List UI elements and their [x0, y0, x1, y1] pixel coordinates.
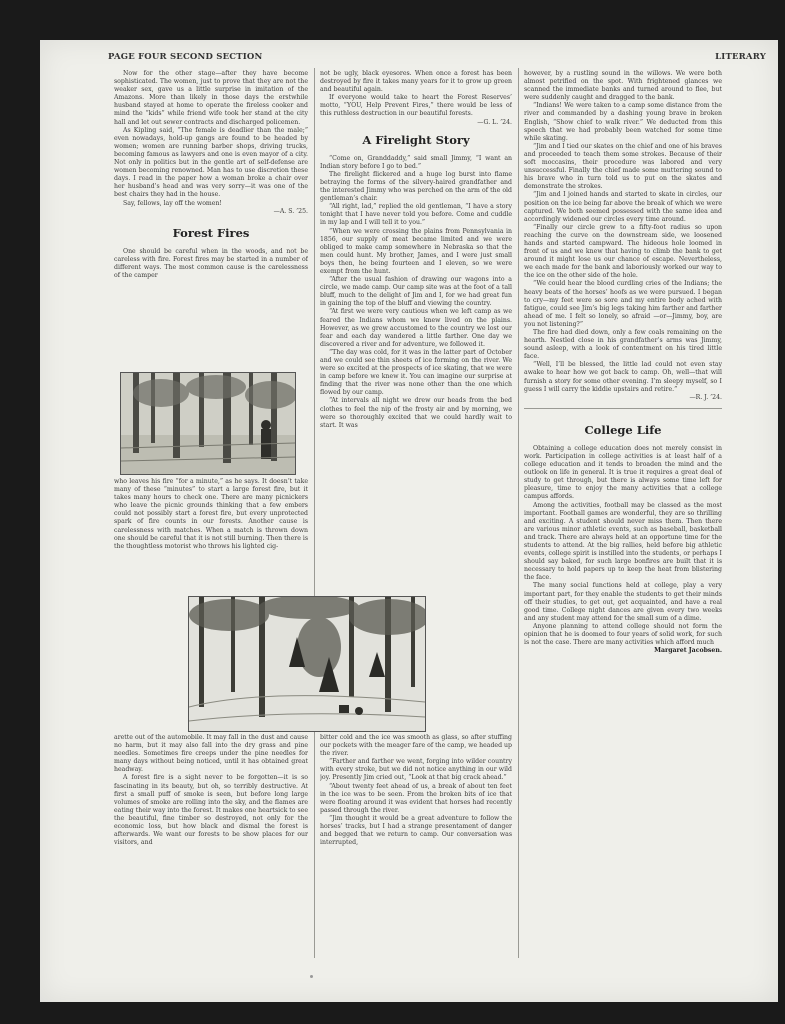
paragraph: “Come on, Granddaddy,” said small Jimmy, “I want an Indian story before I go to bed.”	[320, 154, 512, 170]
paragraph: “Farther and farther we went, forging into wilder country with every stroke, but we did not notice anything in our wild joy. Presently Jim cried out, “Look at that big crack ahead.”	[320, 758, 512, 782]
paragraph: “Indians! We were taken to a camp some distance from the river and commanded by a dashing young brave in broken English, “Show chief to walk river.” We deducted from this speech that we had probably been watched for some time while skating.	[524, 102, 722, 142]
paragraph: One should be careful when in the woods, and not be careless with fire. Forest fires may be started in a number of different ways. The most common cause is the carelessness of the camper	[114, 247, 308, 279]
paragraph: The fire had died down, only a few coals remaining on the hearth. Nestled close in his grandfather’s arms was Jimmy, sound asleep, with a look of contentment on his tired little face.	[524, 329, 722, 361]
paragraph: The many social functions held at college, play a very important part, for they enable the students to get their minds off their studies, to get out, get acquainted, and have a real good time. College night dances are given every two weeks and any student may attend for the small sum of a dime.	[524, 582, 722, 622]
column-3	[524, 70, 722, 940]
snowy-forest-illustration	[188, 596, 426, 732]
paragraph: not be ugly, black eyesores. When once a forest has been destroyed by fire it takes many years for it to grow up green and beautiful again.	[320, 70, 512, 94]
paragraph: “Jim thought it would be a great adventure to follow the horses’ tracks, but I had a strange presentament of danger and begged that we return to camp. Our conversation was interrupted,	[320, 814, 512, 847]
paragraph: however, by a rustling sound in the willows. We were both almost petrified on the spot. With frightened glances we scanned the immediate banks and turned around to flee, but were suddenly caught and dragged to the bank.	[524, 70, 722, 102]
paragraph: bitter cold and the ice was smooth as glass, so after stuffing our pockets with the meager fare of the camp, we headed up the river.	[320, 734, 512, 758]
paragraph: “When we were crossing the plains from Pennsylvania in 1856, our supply of meat became limited and we were obliged to make camp somewhere in Nebraska so that the men could hunt. My brother, James, and I were just small boys then, he being fourteen and I eleven, so we were exempt from the hunt.	[320, 227, 512, 275]
article-title-college-life: College Life	[584, 422, 662, 437]
paragraph: arette out of the automobile. It may fall in the dust and cause no harm, but it may also fall into the dry grass and pine needles. Sometimes fire creeps under the pine needles for many days without being noticed, until it has obtained great headway.	[114, 734, 308, 774]
column-1-middle	[114, 478, 308, 593]
paragraph: “At first we were very cautious when we left camp as we feared the Indians whom we knew lived on the plains. However, as we grew accustomed to the country we lost our fear and each day wandered a little farther. One day we discovered a river and for adventure, we followed it.	[320, 308, 512, 348]
paragraph: “The day was cold, for it was in the latter part of October and we could see thin sheets of ice forming on the river. We were so excited at the prospects of ice skating, that we were in camp before we knew it. You can imagine our surprise at finding that the river was none other than the one which flowed by our camp.	[320, 348, 512, 397]
column-1-upper	[114, 70, 308, 381]
paragraph: “Finally our circle grew to a fifty-foot radius so upon reaching the curve on the downstream side, we loosened hands and started campward. The hideous hole loomed in front of us and we knew that having to climb the bank to get around it might lose us our chance of escape. Nevertheless, we each made for the bank and laboriously worked our way to the ice on the other side of the hole.	[524, 223, 722, 280]
section-divider	[524, 408, 722, 409]
paragraph: “At intervals all night we drew our heads from the bed clothes to feel the nip of the frosty air and by morning, we were so thoroughly excited that we could hardly wait to start. It was	[320, 397, 512, 429]
article-title-firelight-story: A Firelight Story	[362, 132, 470, 147]
column-1-lower	[114, 734, 308, 934]
paragraph: who leaves his fire “for a minute,” as he says. It doesn’t take many of these “minutes” to start a large forest fire, but it takes many hours to check one. There are many picnickers who leave the picnic grounds thinking that a few embers could not possibly start a forest fire, but every unprotected spark of fire counts in our forests. Another cause is carelessness with matches. When a match is thrown down one should be careful that it is not still burning. Then there is the thoughtless motorist who throws his lighted cig-	[114, 478, 308, 550]
newspaper-page	[40, 40, 778, 1002]
paragraph: Now for the other stage—after they have become sophisticated. The women, just to prove that they are not the weaker sex, gave us a little surprise in imitation of the Amazons. More than likely in those days the erstwhile husband stayed at home to operate the fireless cooker and mind the “kids” while friend wife took her stand at the city hall and let out sewer contracts and discharged policemen.	[114, 70, 308, 126]
column-2-upper	[320, 70, 512, 592]
paragraph: Anyone planning to attend college should not form the opinion that he is doomed to four years of solid work, for such is not the case. There are many activities which afford much	[524, 622, 722, 647]
column-2-lower	[320, 734, 512, 934]
paragraph: “Jim and I joined hands and started to skate in circles, our position on the ice being far above the break of which we were captured. We both seemed possessed with the same idea and accordingly widened our circles every time around.	[524, 191, 722, 223]
paragraph: As Kipling said, “The female is deadlier than the male;” even nowadays, hold-up gangs are found to be headed by women; women are running barber shops, driving trucks, becoming famous as lawyers and one is even mayor of a city. Not only in politics but in the gentle art of self-defense are women becoming renowned. Man has to use discretion these days. I read in the paper how a woman broke a chair over her husband’s head and was very sorry—it was one of the best chairs they had in the house.	[114, 126, 308, 199]
paragraph: If everyone would take to heart the Forest Reserves’ motto, “YOU, Help Prevent Fires,” there would be less of this ruthless destruction in our beautiful forests.	[320, 94, 512, 118]
paragraph: A forest fire is a sight never to be forgotten—it is so fascinating in its beauty, but oh, so terribly destructive. At first a small puff of smoke is seen, but before long large volumes of smoke are rolling into the sky, and the flames are eating their way into the forest. It makes one heartsick to see the beautiful, fine timber so destroyed, not only for the economic loss, but how black and dismal the forest is afterwards. We want our forests to be show places for our visitors, and	[114, 774, 308, 847]
paragraph: “We could hear the blood curdling cries of the Indians; the heavy beats of the horses’ hoofs as we were pursued. I began to cry—my feet were so sore and my entire body ached with fatigue, could see Jim’s big legs taking him farther and farther ahead of me. I felt so lonely, so afraid —or—Jimmy, boy, are you not listening?”	[524, 280, 722, 328]
page-header-left: PAGE FOUR SECOND SECTION	[108, 52, 263, 62]
page-header-right: LITERARY	[715, 52, 766, 62]
column-rule	[314, 68, 315, 958]
article-title-forest-fires: Forest Fires	[172, 225, 250, 240]
paragraph: “Jim and I tied our skates on the chief and one of his braves and proceeded to teach them some strokes. Because of their soft moccasins, their procedure was labored and very unsuccessful. Finally the chief made some muttering sound to his brave who in turn told us to put on the skates and demonstrate the strokes.	[524, 142, 722, 191]
paragraph: “Well, I’ll be blessed, the little lad could not even stay awake to hear how we got back to camp. Oh, well—that will furnish a story for some other evening. I’m sleepy myself, so I guess I will carry the kiddie upstairs and retire.”	[524, 361, 722, 393]
paper-speck	[310, 975, 313, 978]
paragraph: Say, fellows, lay off the women!	[123, 199, 222, 207]
byline: —G. L. ’24.	[477, 118, 512, 126]
byline: —A. S. ’25.	[273, 207, 308, 215]
essay-block	[114, 70, 308, 216]
byline: Margaret Jacobsen.	[654, 647, 722, 655]
paragraph: Obtaining a college education does not merely consist in work. Participation in college activities is at least half of a college education and it tends to broaden the mind and the outlook on life in general. It is true it requires a great deal of study to get through, but there is always some time left for pleasure, time to enjoy the many activities that a college campus affords.	[524, 444, 722, 501]
byline: —R. J. ’24.	[689, 393, 722, 401]
forest-scene-illustration	[120, 372, 296, 475]
paragraph: “After the usual fashion of drawing our wagons into a circle, we made camp. Our camp site was at the foot of a tall bluff, much to the delight of Jim and I, for we had great fun in gaining the top of the bluff and viewing the country.	[320, 276, 512, 308]
paragraph: Among the activities, football may be classed as the most important. Football games are wonderful, they are so thrilling and exciting. A student should never miss them. Then there are various minor athletic events, such as baseball, basketball and track. There are always held at an opportune time for the students to attend. At the big rallies, held before big athletic events, college spirit is instilled into the students, or perhaps I should say baked, for such large bonfires are built that it is necessary to hold papers up to keep the heat from blistering the face.	[524, 501, 722, 582]
paragraph: “About twenty feet ahead of us, a break of about ten feet in the ice was to be seen. From the broken bits of ice that were floating around it was evident that horses had recently passed through the river.	[320, 782, 512, 814]
paragraph: “All right, lad,” replied the old gentleman, “I have a story tonight that I have never told you before. Come and cuddle in my lap and I will tell it to you.”	[320, 203, 512, 227]
column-rule	[518, 68, 519, 958]
paragraph: The firelight flickered and a huge log burst into flame betraying the forms of the silvery-haired grandfather and the interested Jimmy who was perched on the arm of the old gentleman’s chair.	[320, 170, 512, 203]
